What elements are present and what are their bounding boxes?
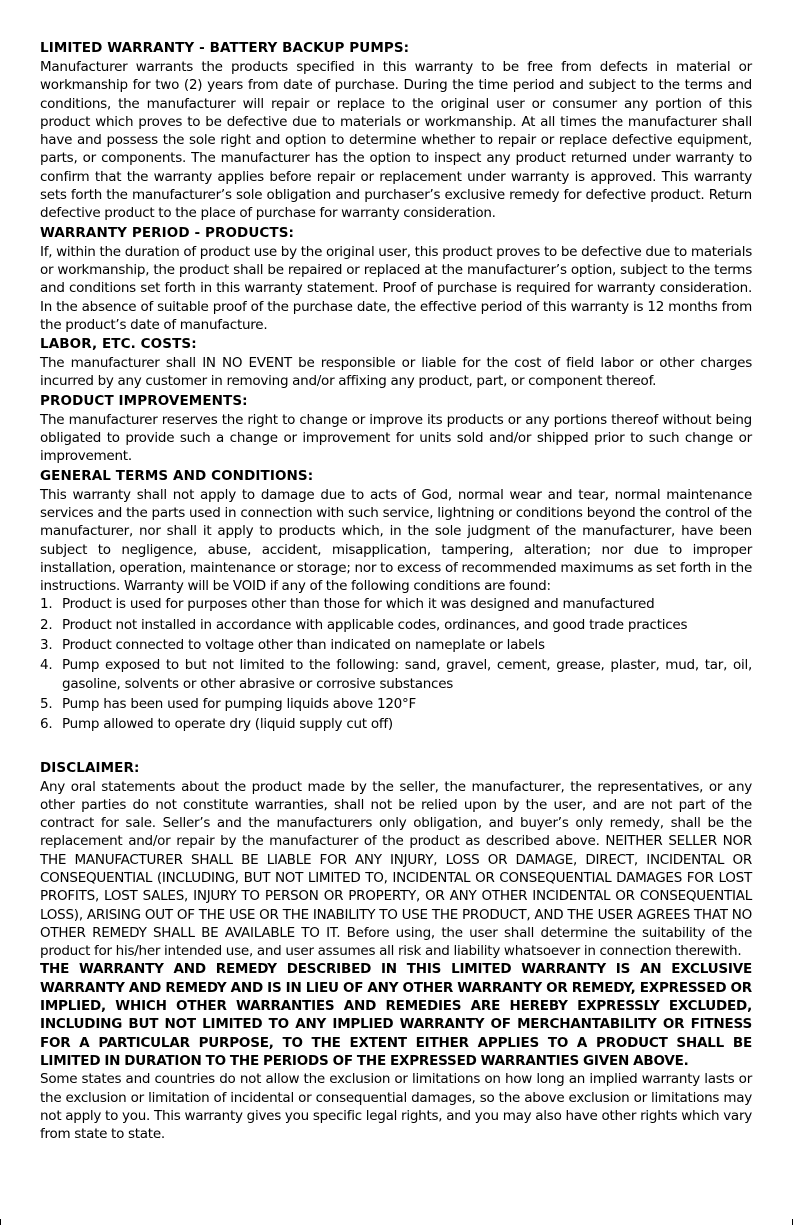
labor-costs-paragraph: The manufacturer shall IN NO EVENT be responsible or liable for the cost of field labor or other charges incurred by any customer in removing and/or affixing any product, part, or component thereof. [40, 355, 752, 390]
condition-number: 1. [40, 596, 53, 613]
condition-number: 2. [40, 616, 53, 633]
general-terms-heading: GENERAL TERMS AND CONDITIONS: [40, 467, 314, 484]
condition-number: 4. [40, 657, 53, 674]
disclaimer-heading: DISCLAIMER: [40, 759, 140, 776]
condition-item [40, 636, 752, 654]
warranty-period-paragraph: If, within the duration of product use by the original user, this product proves to be defective due to materials or workmanship, the product shall be repaired or replaced at the manufacturer’s option, subject to the terms and conditions set forth in this warranty statement. Proof of purchase is required for warranty consideration. In the absence of suitable proof of the purchase date, the effective period of this warranty is 12 months from the product’s date of manufacture. [40, 243, 752, 333]
limited-warranty-heading: LIMITED WARRANTY - BATTERY BACKUP PUMPS: [40, 40, 410, 56]
condition-item [40, 695, 752, 713]
warranty-document [40, 38, 752, 1143]
exclusive-warranty-paragraph: THE WARRANTY AND REMEDY DESCRIBED IN THIS LIMITED WARRANTY IS AN EXCLUSIVE WARRANTY AND REMEDY AND IS IN LIEU OF ANY OTHER WARRANTY OR REMEDY, EXPRESSED OR IMPLIED, WHICH OTHER WARRANTIES AND REMEDIES ARE HEREBY EXPRESSLY EXCLUDED, INCLUDING BUT NOT LIMITED TO ANY IMPLIED WARRANTY OF MERCHANTABILITY OR FITNESS FOR A PARTICULAR PURPOSE, TO THE EXTENT EITHER APPLIES TO A PRODUCT SHALL BE LIMITED IN DURATION TO THE PERIODS OF THE EXPRESSED WARRANTIES GIVEN ABOVE. [40, 961, 752, 1069]
product-improvements-paragraph: The manufacturer reserves the right to change or improve its products or any portions thereof without being obligated to provide such a change or improvement for units sold and/or shipped prior to such change or improvement. [40, 411, 752, 465]
condition-number: 3. [40, 637, 53, 654]
void-conditions-list [40, 595, 752, 733]
condition-item [40, 715, 752, 733]
condition-number: 5. [40, 695, 53, 712]
condition-item [40, 656, 752, 693]
state-rights-paragraph: Some states and countries do not allow the exclusion or limitations on how long an implied warranty lasts or the exclusion or limitation of incidental or consequential damages, so the above exclusion or limitations may not apply to you. This warranty gives you specific legal rights, and you may also have other rights which vary from state to state. [40, 1071, 752, 1143]
condition-text: Pump allowed to operate dry (liquid supply cut off) [62, 716, 393, 733]
condition-text: Pump has been used for pumping liquids above 120°F [62, 695, 417, 712]
warranty-period-heading: WARRANTY PERIOD - PRODUCTS: [40, 224, 295, 241]
crop-mark-left [0, 1219, 1, 1225]
labor-costs-heading: LABOR, ETC. COSTS: [40, 336, 197, 353]
product-improvements-heading: PRODUCT IMPROVEMENTS: [40, 392, 248, 409]
section-spacer [40, 736, 752, 758]
condition-text: Product not installed in accordance with applicable codes, ordinances, and good trade practices [62, 616, 688, 633]
disclaimer-paragraph: Any oral statements about the product made by the seller, the manufacturer, the representatives, or any other parties do not constitute warranties, shall not be relied upon by the user, and are not part of the contract for sale. Seller’s and the manufacturers only obligation, and buyer’s only remedy, shall be the replacement and/or repair by the manufacturer of the product as described above. NEITHER SELLER NOR THE MANUFACTURER SHALL BE LIABLE FOR ANY INJURY, LOSS OR DAMAGE, DIRECT, INCIDENTAL OR CONSEQUENTIAL (INCLUDING, BUT NOT LIMITED TO, INCIDENTAL OR CONSEQUENTIAL DAMAGES FOR LOST PROFITS, LOST SALES, INJURY TO PERSON OR PROPERTY, OR ANY OTHER INCIDENTAL OR CONSEQUENTIAL LOSS), ARISING OUT OF THE USE OR THE INABILITY TO USE THE PRODUCT, AND THE USER AGREES THAT NO OTHER REMEDY SHALL BE AVAILABLE TO IT. Before using, the user shall determine the suitability of the product for his/her intended use, and user assumes all risk and liability whatsoever in connection therewith. [40, 778, 752, 960]
condition-item [40, 616, 752, 634]
condition-text: Pump exposed to but not limited to the following: sand, gravel, cement, grease, plaster, mud, tar, oil, gasoline, solvents or other abrasive or corrosive substances [62, 657, 752, 692]
condition-text: Product is used for purposes other than those for which it was designed and manufactured [62, 596, 655, 613]
limited-warranty-paragraph: Manufacturer warrants the products specified in this warranty to be free from defects in material or workmanship for two (2) years from date of purchase. During the time period and subject to the terms and conditions, the manufacturer will repair or replace to the original user or consumer any portion of this product which proves to be defective due to materials or workmanship. At all times the manufacturer shall have and possess the sole right and option to determine whether to repair or replace defective equipment, parts, or components. The manufacturer has the option to inspect any product returned under warranty to confirm that the warranty applies before repair or replacement under warranty is approved. This warranty sets forth the manufacturer’s sole obligation and purchaser’s exclusive remedy for defective product. Return defective product to the place of purchase for warranty consideration. [40, 59, 752, 222]
condition-number: 6. [40, 716, 53, 733]
general-terms-paragraph: This warranty shall not apply to damage due to acts of God, normal wear and tear, normal maintenance services and the parts used in connection with such service, lightning or conditions beyond the control of the manufacturer, nor shall it apply to products which, in the sole judgment of the manufacturer, have been subject to negligence, abuse, accident, misapplication, tampering, alteration; nor due to improper installation, operation, maintenance or storage; nor to excess of recommended maximums as set forth in the instructions. Warranty will be VOID if any of the following conditions are found: [40, 486, 752, 595]
condition-item [40, 595, 752, 613]
condition-text: Product connected to voltage other than indicated on nameplate or labels [62, 637, 545, 654]
